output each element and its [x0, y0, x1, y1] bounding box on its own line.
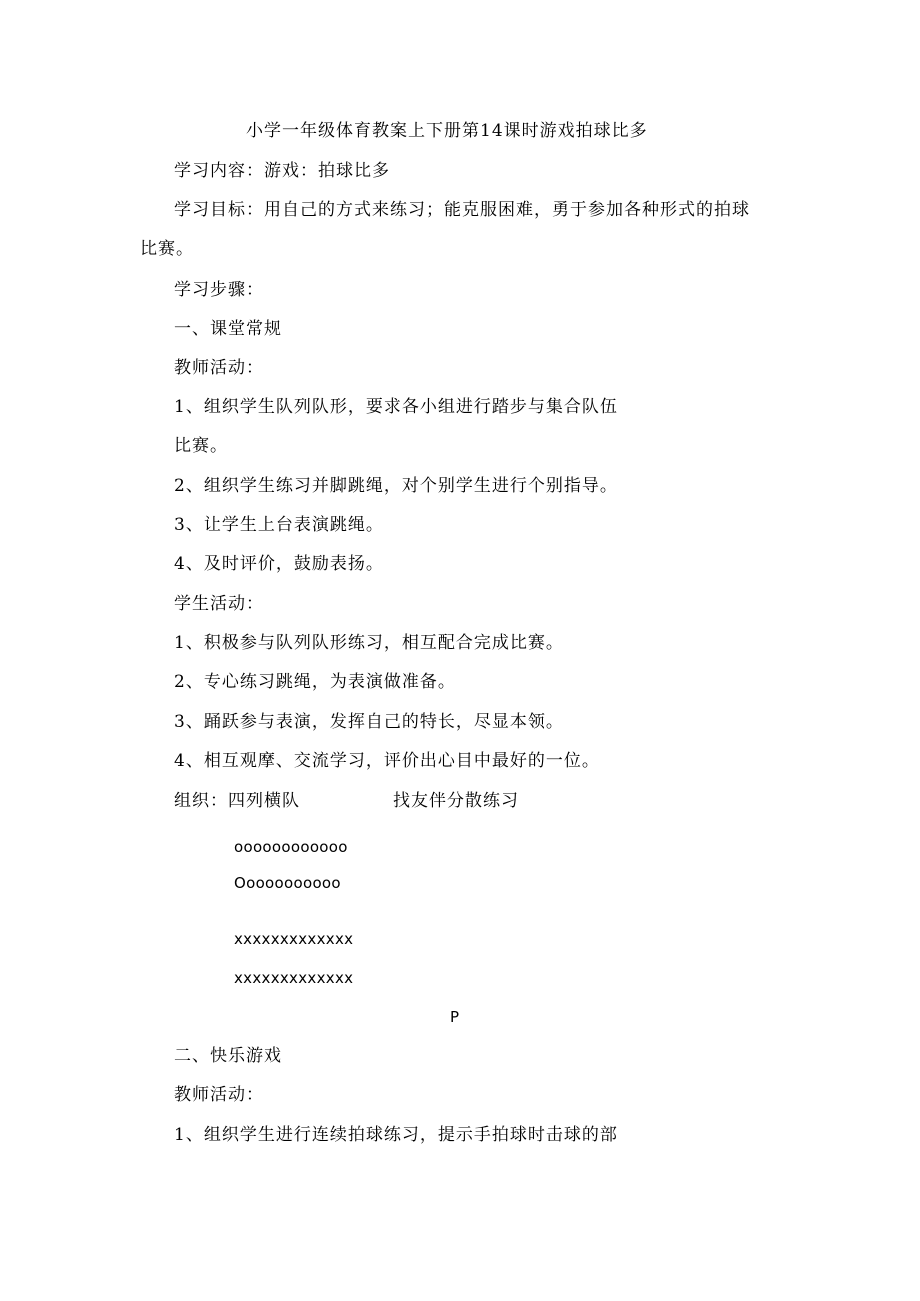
section-1-teacher-label: 教师活动： [174, 358, 264, 378]
section-2-teacher-label: 教师活动： [174, 1085, 264, 1105]
formation-row: xxxxxxxxxxxxx [234, 969, 354, 987]
student-item: 1、积极参与队列队形练习，相互配合完成比赛。 [174, 633, 564, 653]
teacher-item: 1、组织学生队列队形，要求各小组进行踏步与集合队伍 [174, 397, 618, 417]
student-item: 3、踊跃参与表演，发挥自己的特长，尽显本领。 [174, 712, 564, 732]
learning-goal-line-1: 学习目标：用自己的方式来练习；能克服困难，勇于参加各种形式的拍球 [174, 200, 750, 220]
teacher-item: 4、及时评价，鼓励表扬。 [174, 554, 384, 574]
formation-row: xxxxxxxxxxxxx [234, 930, 354, 948]
teacher-item: 比赛。 [174, 436, 228, 456]
document-title: 小学一年级体育教案上下册第14课时游戏拍球比多 [246, 121, 648, 141]
formation-row: Ooooooooooo [234, 874, 341, 892]
teacher-item: 3、让学生上台表演跳绳。 [174, 515, 384, 535]
formation-row: oooooooooooo [234, 838, 348, 856]
section-1-heading: 一、课堂常规 [174, 319, 282, 339]
teacher-item: 1、组织学生进行连续拍球练习，提示手拍球时击球的部 [174, 1125, 618, 1145]
teacher-item: 2、组织学生练习并脚跳绳，对个别学生进行个别指导。 [174, 476, 618, 496]
learning-content: 学习内容：游戏：拍球比多 [174, 161, 390, 181]
organization-right-label: 找友伴分散练习 [393, 791, 519, 811]
student-item: 2、专心练习跳绳，为表演做准备。 [174, 672, 456, 692]
section-1-student-label: 学生活动： [174, 594, 264, 614]
learning-steps-label: 学习步骤： [174, 280, 264, 300]
section-2-heading: 二、快乐游戏 [174, 1046, 282, 1066]
learning-goal-line-2: 比赛。 [140, 239, 194, 259]
teacher-position-mark: P [450, 1008, 460, 1026]
student-item: 4、相互观摩、交流学习，评价出心目中最好的一位。 [174, 751, 600, 771]
organization-label: 组织：四列横队 [174, 791, 300, 811]
